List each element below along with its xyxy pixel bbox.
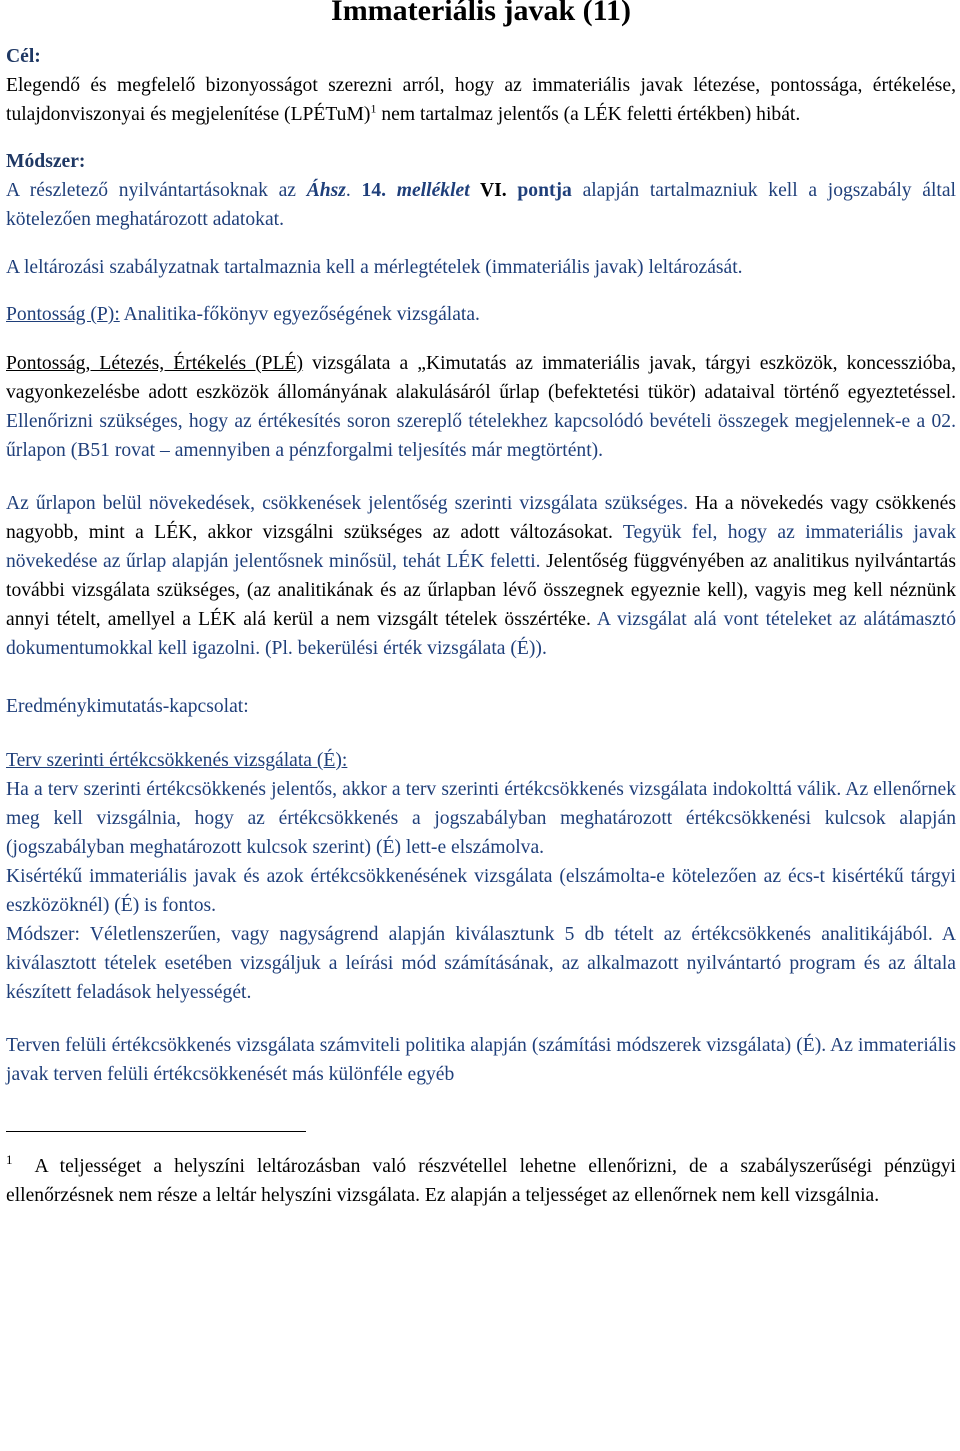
terv-paragraph-2: Kisértékű immateriális javak és azok értékcsökkenésének vizsgálata (elszámolta-e kötelezően az écs-t kisértékű tárgyi eszközöknél) (É) is fontos. <box>6 866 956 916</box>
footnote-divider <box>6 1131 306 1132</box>
footnote-number: 1 <box>6 1152 13 1168</box>
urlap-text-1: Az űrlapon belül növekedések, csökkenések jelentőség szerinti vizsgálata szükséges. <box>6 493 688 514</box>
urlap-paragraph <box>6 489 956 663</box>
document-page <box>6 0 956 1210</box>
urlap-text-4: Jelentőség függvényében az analitikus nyilvántartás további vizsgálata szükséges, (az analitikának és az űrlapban lévő összegnek egyeznie kell), vagyis meg kell néznünk annyi tételt, amellyel a LÉK alá kerül a nem vizsgált tételek összértéke. <box>6 551 956 630</box>
terv-paragraph-1: Ha a terv szerinti értékcsökkenés jelentős, akkor a terv szerinti értékcsökkenés vizsgálata indokolttá válik. Az ellenőrnek meg kell vizsgálnia, hogy az értékcsökkenés a jogszabályban meghatározott értékcsökkenési kulcsok alapján (jogszabályban meghatározott kulcsok szerint) (É) lett-e elszámolva. <box>6 779 956 858</box>
ple-blue-text: Ellenőrizni szükséges, hogy az értékesítés soron szereplő tételekhez kapcsolódó bevételi összegek megjelennek-e a 02. űrlapon (B51 rovat – amennyiben a pénzforgalmi teljesítés már megtörtént). <box>6 411 956 461</box>
modszer-text: A részletező nyilvántartásoknak az <box>6 180 307 201</box>
terv-paragraph-3: Módszer: Véletlenszerűen, vagy nagyságrend alapján kiválasztunk 5 db tételt az értékcsökkenés analitikájából. A kiválasztott tételek esetében vizsgáljuk a leírási mód számításának, az alkalmazott nyilvántartó program és az általa készített feladások helyességét. <box>6 924 956 1003</box>
ple-paragraph <box>6 349 956 465</box>
terven-feluli-paragraph: Terven felüli értékcsökkenés vizsgálata számviteli politika alapján (számítási módszerek vizsgálata) (É). Az immateriális javak terven felüli értékcsökkenését más különféle egyéb <box>6 1035 956 1085</box>
cel-heading: Cél: <box>6 46 41 67</box>
pontossag-paragraph <box>6 300 956 329</box>
footnote-ref[interactable]: 1 <box>370 101 377 116</box>
vi-ref: VI. <box>469 180 518 201</box>
page-title: Immateriális javak (11) <box>331 0 631 27</box>
modszer-paragraph <box>6 176 956 234</box>
eredmeny-heading: Eredménykimutatás-kapcsolat: <box>6 696 249 717</box>
footnote <box>6 1152 956 1210</box>
footnote-text: A teljességet a helyszíni leltározásban való részvétellel lehetne ellenőrizni, de a szabályszerűségi pénzügyi ellenőrzésnek nem része a leltár helyszíni vizsgálata. Ez alapján a teljességet az ellenőrnek nem kell vizsgálnia. <box>6 1156 956 1206</box>
leltar-paragraph: A leltározási szabályzatnak tartalmaznia kell a mérlegtételek (immateriális javak) leltározását. <box>6 257 743 278</box>
melleklet-num: 14. <box>350 180 397 201</box>
ahsz-ref: Áhsz <box>306 180 346 201</box>
pontossag-text: Analitika-főkönyv egyezőségének vizsgálata. <box>119 304 480 325</box>
cel-text: Elegendő és megfelelő bizonyosságot szerezni arról, hogy az immateriális javak létezése, pontossága, értékelése, tulajdonviszonyai és megjelenítése (LPÉTuM) <box>6 75 956 125</box>
terv-heading-text: Terv szerinti értékcsökkenés vizsgálata (É): <box>6 750 348 771</box>
modszer-dot: . <box>345 180 351 201</box>
modszer-heading: Módszer: <box>6 151 86 172</box>
modszer-text-end: alapján tartalmazniuk kell a jogszabály által kötelezően meghatározott adatokat. <box>6 180 956 230</box>
terv-heading <box>6 746 956 775</box>
ple-label: Pontosság, Létezés, Értékelés (PLÉ) <box>6 353 304 374</box>
pontja-ref: pontja <box>517 180 572 201</box>
ple-text: vizsgálata a „Kimutatás az immateriális javak, tárgyi eszközök, koncesszióba, vagyonkezelésbe adott eszközök állományának alakulásáról űrlap (befektetési tükör) adataival történő egyeztetéssel. <box>6 353 956 403</box>
melleklet-ref: melléklet <box>396 180 470 201</box>
urlap-text-5: A vizsgálat alá vont tételeket az alátámasztó dokumentumokkal kell igazolni. (Pl. bekerülési érték vizsgálata (É)). <box>6 609 956 659</box>
urlap-text-2: Ha a növekedés vagy csökkenés nagyobb, mint a LÉK, akkor vizsgálni szükséges az adott változásokat. <box>6 493 956 543</box>
cel-paragraph <box>6 71 956 129</box>
pontossag-label: Pontosság (P): <box>6 304 120 325</box>
cel-text-end: nem tartalmaz jelentős (a LÉK feletti értékben) hibát. <box>376 104 801 125</box>
urlap-text-3: Tegyük fel, hogy az immateriális javak növekedése az űrlap alapján jelentősnek minősül, tehát LÉK feletti. <box>6 522 956 572</box>
